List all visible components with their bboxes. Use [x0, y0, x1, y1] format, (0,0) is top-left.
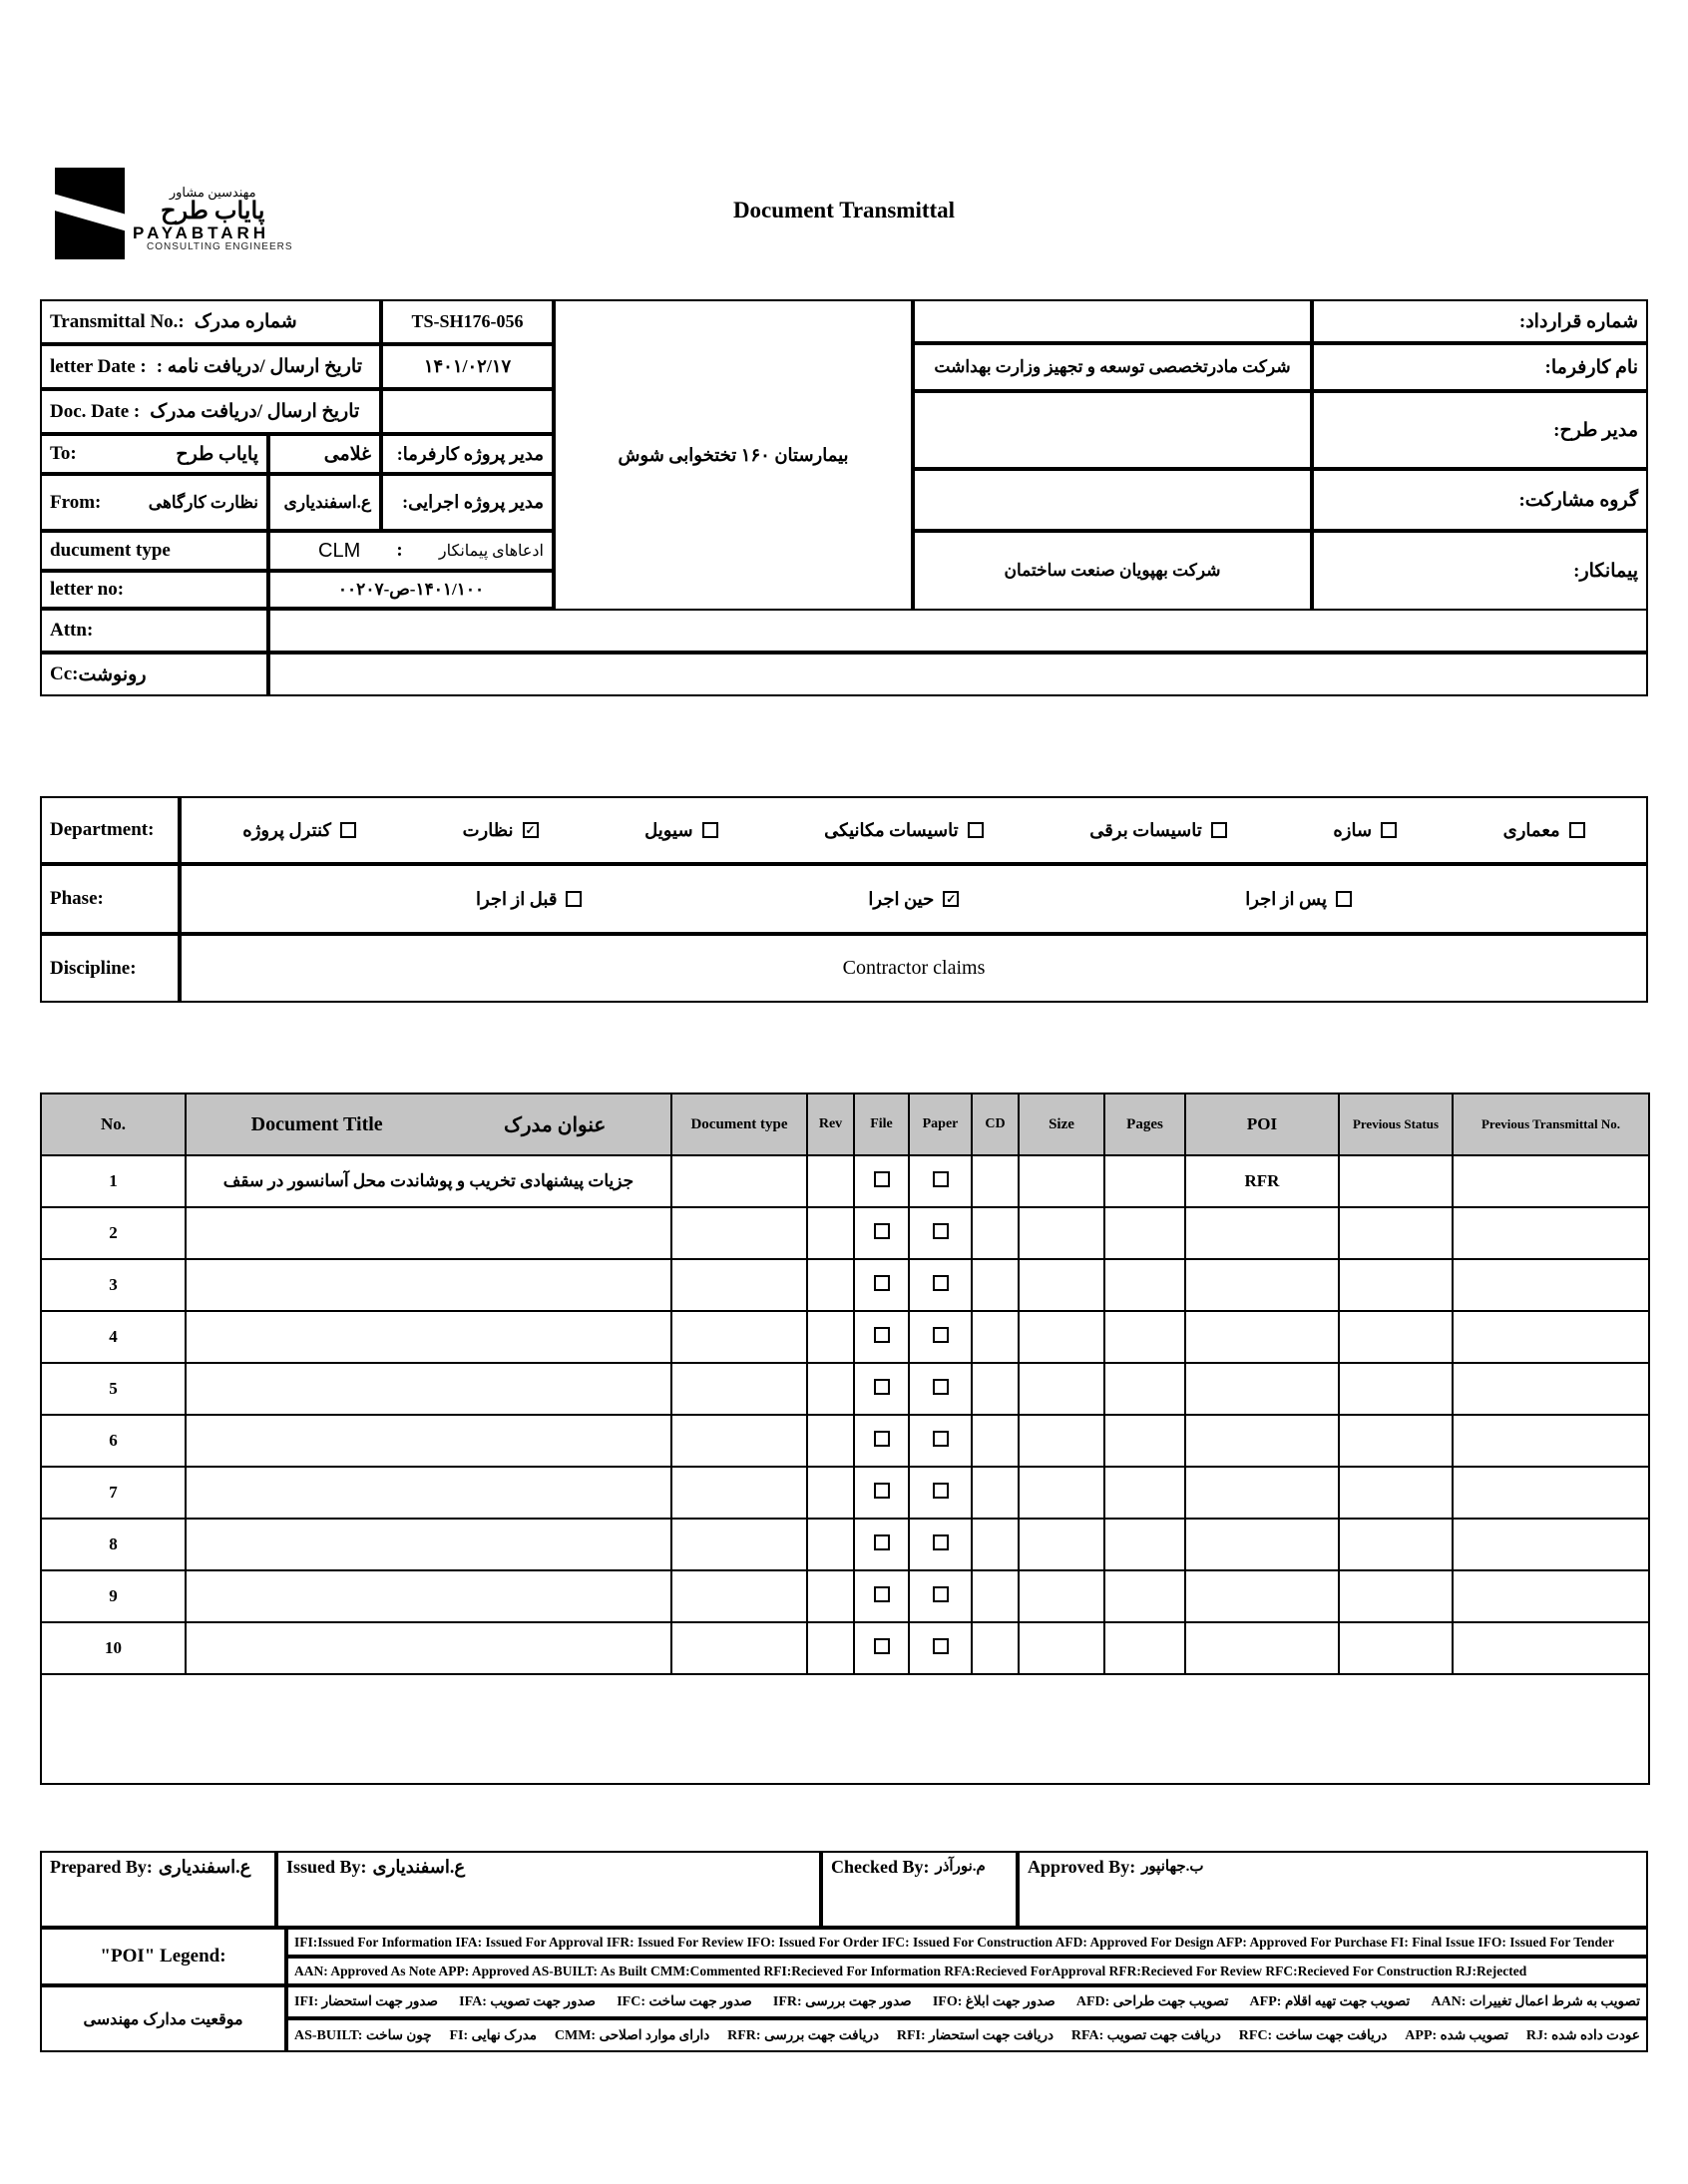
prepared-by-field — [40, 1851, 276, 1928]
file-checkbox[interactable] — [874, 1275, 890, 1291]
paper-checkbox-cell — [909, 1207, 972, 1259]
fa-legend-line1-item: IFO: صدور جهت ابلاغ — [932, 1993, 1055, 2009]
doc-title-cell — [186, 1519, 671, 1570]
poi-cell: RFR — [1185, 1155, 1339, 1207]
paper-checkbox-cell — [909, 1519, 972, 1570]
paper-checkbox-cell — [909, 1622, 972, 1674]
doc-type-cell — [671, 1155, 807, 1207]
pages-cell — [1104, 1622, 1185, 1674]
doc-date-label: Doc. Date : تاریخ ارسال /دریافت مدرک — [40, 389, 381, 434]
from-person: ع.اسفندیاری — [268, 474, 381, 531]
prev-status-cell — [1339, 1363, 1453, 1415]
prev-transmittal-cell — [1453, 1622, 1649, 1674]
pages-cell — [1104, 1155, 1185, 1207]
paper-checkbox[interactable] — [933, 1171, 949, 1187]
paper-checkbox[interactable] — [933, 1431, 949, 1447]
file-checkbox-cell — [854, 1259, 909, 1311]
to-label: To: — [50, 443, 77, 464]
poi-cell — [1185, 1467, 1339, 1519]
prev-status-cell — [1339, 1207, 1453, 1259]
cd-cell — [972, 1155, 1019, 1207]
rev-cell — [807, 1207, 854, 1259]
col-header-size: Size — [1019, 1093, 1104, 1155]
client-pm-label: مدیر پروژه کارفرما: — [381, 434, 554, 474]
file-checkbox[interactable] — [874, 1171, 890, 1187]
phase-checkbox[interactable]: ✓ — [943, 891, 959, 907]
cd-cell — [972, 1259, 1019, 1311]
cd-cell — [972, 1570, 1019, 1622]
file-checkbox-cell — [854, 1311, 909, 1363]
table-row — [41, 1570, 1649, 1622]
file-checkbox-cell — [854, 1570, 909, 1622]
doc-table-header-row — [41, 1093, 1649, 1155]
attn-label: Attn: — [40, 609, 268, 653]
document-type-code: CLM — [318, 539, 361, 562]
pages-cell — [1104, 1363, 1185, 1415]
to-field — [40, 434, 268, 474]
doc-date-value — [381, 389, 554, 434]
doc-title-cell: جزیات پیشنهادی تخریب و پوشاندت محل آسانسور در سقف — [186, 1155, 671, 1207]
col-header-rev: Rev — [807, 1093, 854, 1155]
cc-label: Cc: — [50, 663, 79, 684]
doc-title-cell — [186, 1415, 671, 1467]
department-option-label: معماری — [1502, 819, 1560, 840]
department-checkbox[interactable] — [702, 822, 718, 838]
paper-checkbox-cell — [909, 1155, 972, 1207]
document-type-colon: : — [396, 540, 403, 561]
fa-legend-line2-item: RFR: دریافت جهت بررسی — [727, 2026, 880, 2043]
checked-by-field — [821, 1851, 1018, 1928]
exec-pm-label: مدیر پروژه اجرایی: — [381, 474, 554, 531]
jv-group-value — [913, 469, 1312, 531]
poi-cell — [1185, 1622, 1339, 1674]
from-value: نظارت کارگاهی — [148, 492, 258, 512]
size-cell — [1019, 1519, 1104, 1570]
size-cell — [1019, 1155, 1104, 1207]
fa-legend-line2-item: CMM: دارای موارد اصلاحی — [554, 2026, 710, 2043]
col-header-prev-transmittal: Previous Transmittal No. — [1453, 1093, 1649, 1155]
doc-no-cell: 1 — [41, 1155, 186, 1207]
file-checkbox[interactable] — [874, 1223, 890, 1239]
contract-no-value — [913, 299, 1312, 343]
document-type-label: ducument type — [40, 531, 268, 571]
department-options — [180, 796, 1648, 864]
col-header-paper: Paper — [909, 1093, 972, 1155]
approved-by-label: Approved By: — [1028, 1857, 1136, 1877]
phase-options-row — [190, 889, 1638, 910]
prev-status-cell — [1339, 1570, 1453, 1622]
department-option — [644, 820, 717, 841]
fa-legend-line1-item: IFA: صدور جهت تصویب — [459, 1993, 597, 2009]
department-option — [1089, 820, 1227, 841]
cd-cell — [972, 1311, 1019, 1363]
approved-by-field — [1018, 1851, 1648, 1928]
letter-date-label: letter Date : تاریخ ارسال /دریافت نامه : — [40, 344, 381, 389]
file-checkbox[interactable] — [874, 1379, 890, 1395]
paper-checkbox-cell — [909, 1311, 972, 1363]
from-field — [40, 474, 268, 531]
col-header-title: Document Title عنوان مدرک — [186, 1093, 671, 1155]
doc-type-cell — [671, 1622, 807, 1674]
rev-cell — [807, 1363, 854, 1415]
phase-option — [868, 889, 959, 910]
file-checkbox-cell — [854, 1207, 909, 1259]
prepared-by-value: ع.اسفندیاری — [158, 1857, 251, 1877]
table-row — [41, 1311, 1649, 1363]
poi-cell — [1185, 1311, 1339, 1363]
fa-legend-label: موقعیت مدارک مهندسی — [40, 1985, 286, 2052]
prev-transmittal-cell — [1453, 1207, 1649, 1259]
fa-legend-line2-items — [294, 2027, 1640, 2044]
department-checkbox[interactable] — [968, 822, 984, 838]
file-checkbox-cell — [854, 1415, 909, 1467]
rev-cell — [807, 1467, 854, 1519]
page-title: Document Transmittal — [732, 198, 956, 222]
rev-cell — [807, 1570, 854, 1622]
phase-options — [180, 864, 1648, 934]
col-header-prev-status: Previous Status — [1339, 1093, 1453, 1155]
cc-value — [268, 653, 1648, 696]
rev-cell — [807, 1519, 854, 1570]
file-checkbox-cell — [854, 1363, 909, 1415]
paper-checkbox[interactable] — [933, 1223, 949, 1239]
contractor-label: پیمانکار: — [1312, 531, 1648, 611]
department-option — [824, 820, 983, 841]
doc-no-cell: 7 — [41, 1467, 186, 1519]
department-option-label: سازه — [1333, 819, 1373, 840]
letter-no-value: ۱۴۰۱/۱۰۰-ص-۰۰۲۰۷ — [268, 571, 554, 609]
doc-no-cell: 3 — [41, 1259, 186, 1311]
contractor-value: شرکت بهپویان صنعت ساختمان — [913, 531, 1312, 611]
poi-cell — [1185, 1519, 1339, 1570]
col-header-cd: CD — [972, 1093, 1019, 1155]
fa-legend-line1-item: AAN: تصویب به شرط اعمال تغییرات — [1431, 1993, 1640, 2009]
doc-table-body — [41, 1155, 1649, 1784]
info-table — [40, 299, 1648, 696]
prev-status-cell — [1339, 1311, 1453, 1363]
paper-checkbox-cell — [909, 1259, 972, 1311]
document-type-fa: ادعاهای پیمانکار — [438, 543, 544, 560]
logo-en-name: PAYABTARH — [133, 222, 270, 242]
approved-by-value: ب.جهانپور — [1141, 1859, 1204, 1875]
to-value: پایاب طرح — [176, 443, 258, 465]
table-row — [41, 1259, 1649, 1311]
poi-cell — [1185, 1259, 1339, 1311]
file-checkbox[interactable] — [874, 1586, 890, 1602]
doc-title-cell — [186, 1570, 671, 1622]
paper-checkbox[interactable] — [933, 1327, 949, 1343]
fa-legend-line2-item: RJ: عودت داده شده — [1525, 2026, 1640, 2043]
doc-type-cell — [671, 1363, 807, 1415]
checked-by-value: م.نورآذر — [935, 1859, 986, 1875]
department-option-label: تاسیسات برقی — [1089, 819, 1202, 840]
file-checkbox-cell — [854, 1467, 909, 1519]
design-manager-label: مدیر طرح: — [1312, 391, 1648, 469]
transmittal-no-value: TS-SH176-056 — [381, 299, 554, 344]
department-option — [242, 820, 356, 841]
phase-label: Phase: — [40, 864, 180, 934]
doc-type-cell — [671, 1259, 807, 1311]
transmittal-no-label: Transmittal No.: شماره مدرک — [40, 299, 381, 344]
department-option-label: کنترل پروژه — [242, 819, 331, 840]
doc-no-cell: 2 — [41, 1207, 186, 1259]
file-checkbox-cell — [854, 1155, 909, 1207]
department-option-label: تاسیسات مکانیکی — [824, 819, 959, 840]
table-row — [41, 1155, 1649, 1207]
doc-no-cell: 9 — [41, 1570, 186, 1622]
discipline-label: Discipline: — [40, 934, 180, 1003]
department-option — [1503, 820, 1585, 841]
cd-cell — [972, 1519, 1019, 1570]
cc-label-fa: رونوشت — [78, 663, 147, 685]
pages-cell — [1104, 1519, 1185, 1570]
pages-cell — [1104, 1207, 1185, 1259]
poi-legend-line1: IFI:Issued For Information IFA: Issued For Approval IFR: Issued For Review IFO: Issued For Order IFC: Issued For Construction AFD: Approved For Design AFP: Approved For Purchase FI: Final Issue IFO: Issued For Tender — [286, 1928, 1648, 1957]
cd-cell — [972, 1207, 1019, 1259]
document-list-table — [40, 1092, 1650, 1785]
table-empty-tail-cell — [41, 1674, 1649, 1784]
file-checkbox-cell — [854, 1519, 909, 1570]
document-type-value — [268, 531, 554, 571]
issued-by-field — [276, 1851, 821, 1928]
table-row — [41, 1519, 1649, 1570]
discipline-value: Contractor claims — [180, 934, 1648, 1003]
file-checkbox[interactable] — [874, 1534, 890, 1550]
poi-cell — [1185, 1415, 1339, 1467]
table-row — [41, 1415, 1649, 1467]
table-empty-tail-row — [41, 1674, 1649, 1784]
pages-cell — [1104, 1415, 1185, 1467]
table-row — [41, 1363, 1649, 1415]
poi-legend-line2: AAN: Approved As Note APP: Approved AS-BUILT: As Built CMM:Commented RFI:Recieved For Information RFA:Recieved ForApproval RFR:Recieved For Review RFC:Recieved For Construction RJ:Rejected — [286, 1957, 1648, 1985]
doc-no-cell: 10 — [41, 1622, 186, 1674]
fa-legend-line1-item: AFD: تصویب جهت طراحی — [1075, 1993, 1229, 2009]
fa-legend-line2-item: RFA: دریافت جهت تصویب — [1070, 2026, 1221, 2043]
col-header-no: No. — [41, 1093, 186, 1155]
fa-legend-line2-item: APP: تصویب شده — [1405, 2026, 1508, 2043]
size-cell — [1019, 1311, 1104, 1363]
poi-cell — [1185, 1207, 1339, 1259]
rev-cell — [807, 1311, 854, 1363]
prev-transmittal-cell — [1453, 1467, 1649, 1519]
department-checkbox[interactable] — [1211, 822, 1227, 838]
client-name-label: نام کارفرما: — [1312, 343, 1648, 391]
fa-legend-line1-item: AFP: تصویب جهت تهیه اقلام — [1249, 1993, 1411, 2009]
rev-cell — [807, 1155, 854, 1207]
department-label: Department: — [40, 796, 180, 864]
fa-legend-line1-item: IFR: صدور جهت بررسی — [772, 1993, 912, 2009]
issued-by-label: Issued By: — [286, 1857, 367, 1877]
paper-checkbox[interactable] — [933, 1483, 949, 1499]
phase-option-label: قبل از اجرا — [476, 888, 558, 909]
table-row — [41, 1622, 1649, 1674]
rev-cell — [807, 1622, 854, 1674]
department-checkbox[interactable] — [1569, 822, 1585, 838]
phase-option-label: حین اجرا — [868, 888, 935, 909]
fa-legend-line1-item: IFC: صدور جهت ساخت — [617, 1993, 752, 2009]
cd-cell — [972, 1622, 1019, 1674]
letter-no-label: letter no: — [40, 571, 268, 609]
cd-cell — [972, 1467, 1019, 1519]
from-label: From: — [50, 491, 102, 513]
signature-row — [40, 1851, 1648, 1928]
file-checkbox[interactable] — [874, 1431, 890, 1447]
pages-cell — [1104, 1467, 1185, 1519]
prev-status-cell — [1339, 1519, 1453, 1570]
phase-option — [476, 889, 582, 910]
table-row — [41, 1207, 1649, 1259]
paper-checkbox-cell — [909, 1467, 972, 1519]
prev-status-cell — [1339, 1467, 1453, 1519]
prev-status-cell — [1339, 1155, 1453, 1207]
col-header-poi: POI — [1185, 1093, 1339, 1155]
size-cell — [1019, 1363, 1104, 1415]
prev-transmittal-cell — [1453, 1363, 1649, 1415]
col-header-pages: Pages — [1104, 1093, 1185, 1155]
fa-legend-line1 — [286, 1985, 1648, 2018]
file-checkbox-cell — [854, 1622, 909, 1674]
prev-status-cell — [1339, 1415, 1453, 1467]
classification-table — [40, 796, 1648, 1003]
file-checkbox[interactable] — [874, 1638, 890, 1654]
contract-no-label: شماره قرارداد: — [1312, 299, 1648, 343]
doc-type-cell — [671, 1415, 807, 1467]
department-option — [1333, 820, 1397, 841]
checked-by-label: Checked By: — [831, 1857, 930, 1877]
prev-transmittal-cell — [1453, 1570, 1649, 1622]
fa-legend-line2 — [286, 2018, 1648, 2052]
prev-transmittal-cell — [1453, 1155, 1649, 1207]
prev-transmittal-cell — [1453, 1519, 1649, 1570]
pages-cell — [1104, 1259, 1185, 1311]
rev-cell — [807, 1415, 854, 1467]
pages-cell — [1104, 1311, 1185, 1363]
doc-title-cell — [186, 1622, 671, 1674]
fa-legend-line1-items — [294, 1993, 1640, 2010]
cd-cell — [972, 1415, 1019, 1467]
paper-checkbox[interactable] — [933, 1534, 949, 1550]
paper-checkbox-cell — [909, 1415, 972, 1467]
paper-checkbox[interactable] — [933, 1379, 949, 1395]
doc-type-cell — [671, 1467, 807, 1519]
doc-type-cell — [671, 1207, 807, 1259]
department-option — [463, 820, 539, 841]
doc-type-cell — [671, 1311, 807, 1363]
doc-title-cell — [186, 1259, 671, 1311]
fa-legend — [40, 1985, 1648, 2052]
phase-checkbox[interactable] — [566, 891, 582, 907]
fa-legend-line1-item: IFI: صدور جهت استحضار — [294, 1993, 438, 2009]
phase-checkbox[interactable] — [1336, 891, 1352, 907]
phase-option — [1245, 889, 1352, 910]
paper-checkbox-cell — [909, 1363, 972, 1415]
prepared-by-label: Prepared By: — [50, 1857, 153, 1877]
logo-fa-name: پایاب طرح — [161, 198, 265, 224]
prev-status-cell — [1339, 1622, 1453, 1674]
doc-no-cell: 6 — [41, 1415, 186, 1467]
doc-title-cell — [186, 1311, 671, 1363]
prev-transmittal-cell — [1453, 1259, 1649, 1311]
file-checkbox[interactable] — [874, 1483, 890, 1499]
department-checkbox[interactable] — [340, 822, 356, 838]
poi-cell — [1185, 1570, 1339, 1622]
phase-option-label: پس از اجرا — [1245, 888, 1327, 909]
department-checkbox[interactable] — [1381, 822, 1397, 838]
size-cell — [1019, 1415, 1104, 1467]
issued-by-value: ع.اسفندیاری — [372, 1857, 466, 1877]
size-cell — [1019, 1570, 1104, 1622]
poi-legend-label: "POI" Legend: — [40, 1928, 286, 1985]
paper-checkbox[interactable] — [933, 1586, 949, 1602]
doc-title-cell — [186, 1207, 671, 1259]
paper-checkbox[interactable] — [933, 1638, 949, 1654]
design-manager-value — [913, 391, 1312, 469]
doc-title-cell — [186, 1467, 671, 1519]
fa-legend-line2-item: FI: مدرک نهایی — [449, 2026, 538, 2043]
doc-no-cell: 5 — [41, 1363, 186, 1415]
pages-cell — [1104, 1570, 1185, 1622]
poi-cell — [1185, 1363, 1339, 1415]
file-checkbox[interactable] — [874, 1327, 890, 1343]
doc-type-cell — [671, 1519, 807, 1570]
attn-value — [268, 609, 1648, 653]
rev-cell — [807, 1259, 854, 1311]
doc-no-cell: 8 — [41, 1519, 186, 1570]
fa-legend-line2-item: RFC: دریافت جهت ساخت — [1238, 2026, 1388, 2043]
prev-status-cell — [1339, 1259, 1453, 1311]
logo-fa-tagline: مهندسین مشاور — [169, 185, 256, 200]
project-name: بیمارستان ۱۶۰ تختخوابی شوش — [554, 299, 913, 611]
doc-type-cell — [671, 1570, 807, 1622]
department-option-label: نظارت — [462, 819, 514, 840]
doc-title-cell — [186, 1363, 671, 1415]
col-header-file: File — [854, 1093, 909, 1155]
prev-transmittal-cell — [1453, 1311, 1649, 1363]
poi-legend — [40, 1928, 1648, 1985]
to-person: غلامی — [268, 434, 381, 474]
fa-legend-line2-item: RFI: دریافت جهت استحضار — [896, 2026, 1055, 2043]
department-checkbox[interactable]: ✓ — [523, 822, 539, 838]
size-cell — [1019, 1622, 1104, 1674]
cd-cell — [972, 1363, 1019, 1415]
fa-legend-line2-item: AS-BUILT: چون ساخت — [294, 2026, 432, 2043]
letter-date-value: ۱۴۰۱/۰۲/۱۷ — [381, 344, 554, 389]
department-options-row — [190, 820, 1638, 841]
size-cell — [1019, 1467, 1104, 1519]
jv-group-label: گروه مشارکت: — [1312, 469, 1648, 531]
prev-transmittal-cell — [1453, 1415, 1649, 1467]
size-cell — [1019, 1259, 1104, 1311]
paper-checkbox-cell — [909, 1570, 972, 1622]
col-header-doc-type: Document type — [671, 1093, 807, 1155]
size-cell — [1019, 1207, 1104, 1259]
client-name-value: شرکت مادرتخصصی توسعه و تجهیز وزارت بهداشت — [913, 343, 1312, 391]
paper-checkbox[interactable] — [933, 1275, 949, 1291]
doc-no-cell: 4 — [41, 1311, 186, 1363]
department-option-label: سیویل — [644, 819, 693, 840]
logo-en-subtitle: CONSULTING ENGINEERS — [147, 240, 293, 252]
table-row — [41, 1467, 1649, 1519]
cc-field — [40, 653, 268, 696]
